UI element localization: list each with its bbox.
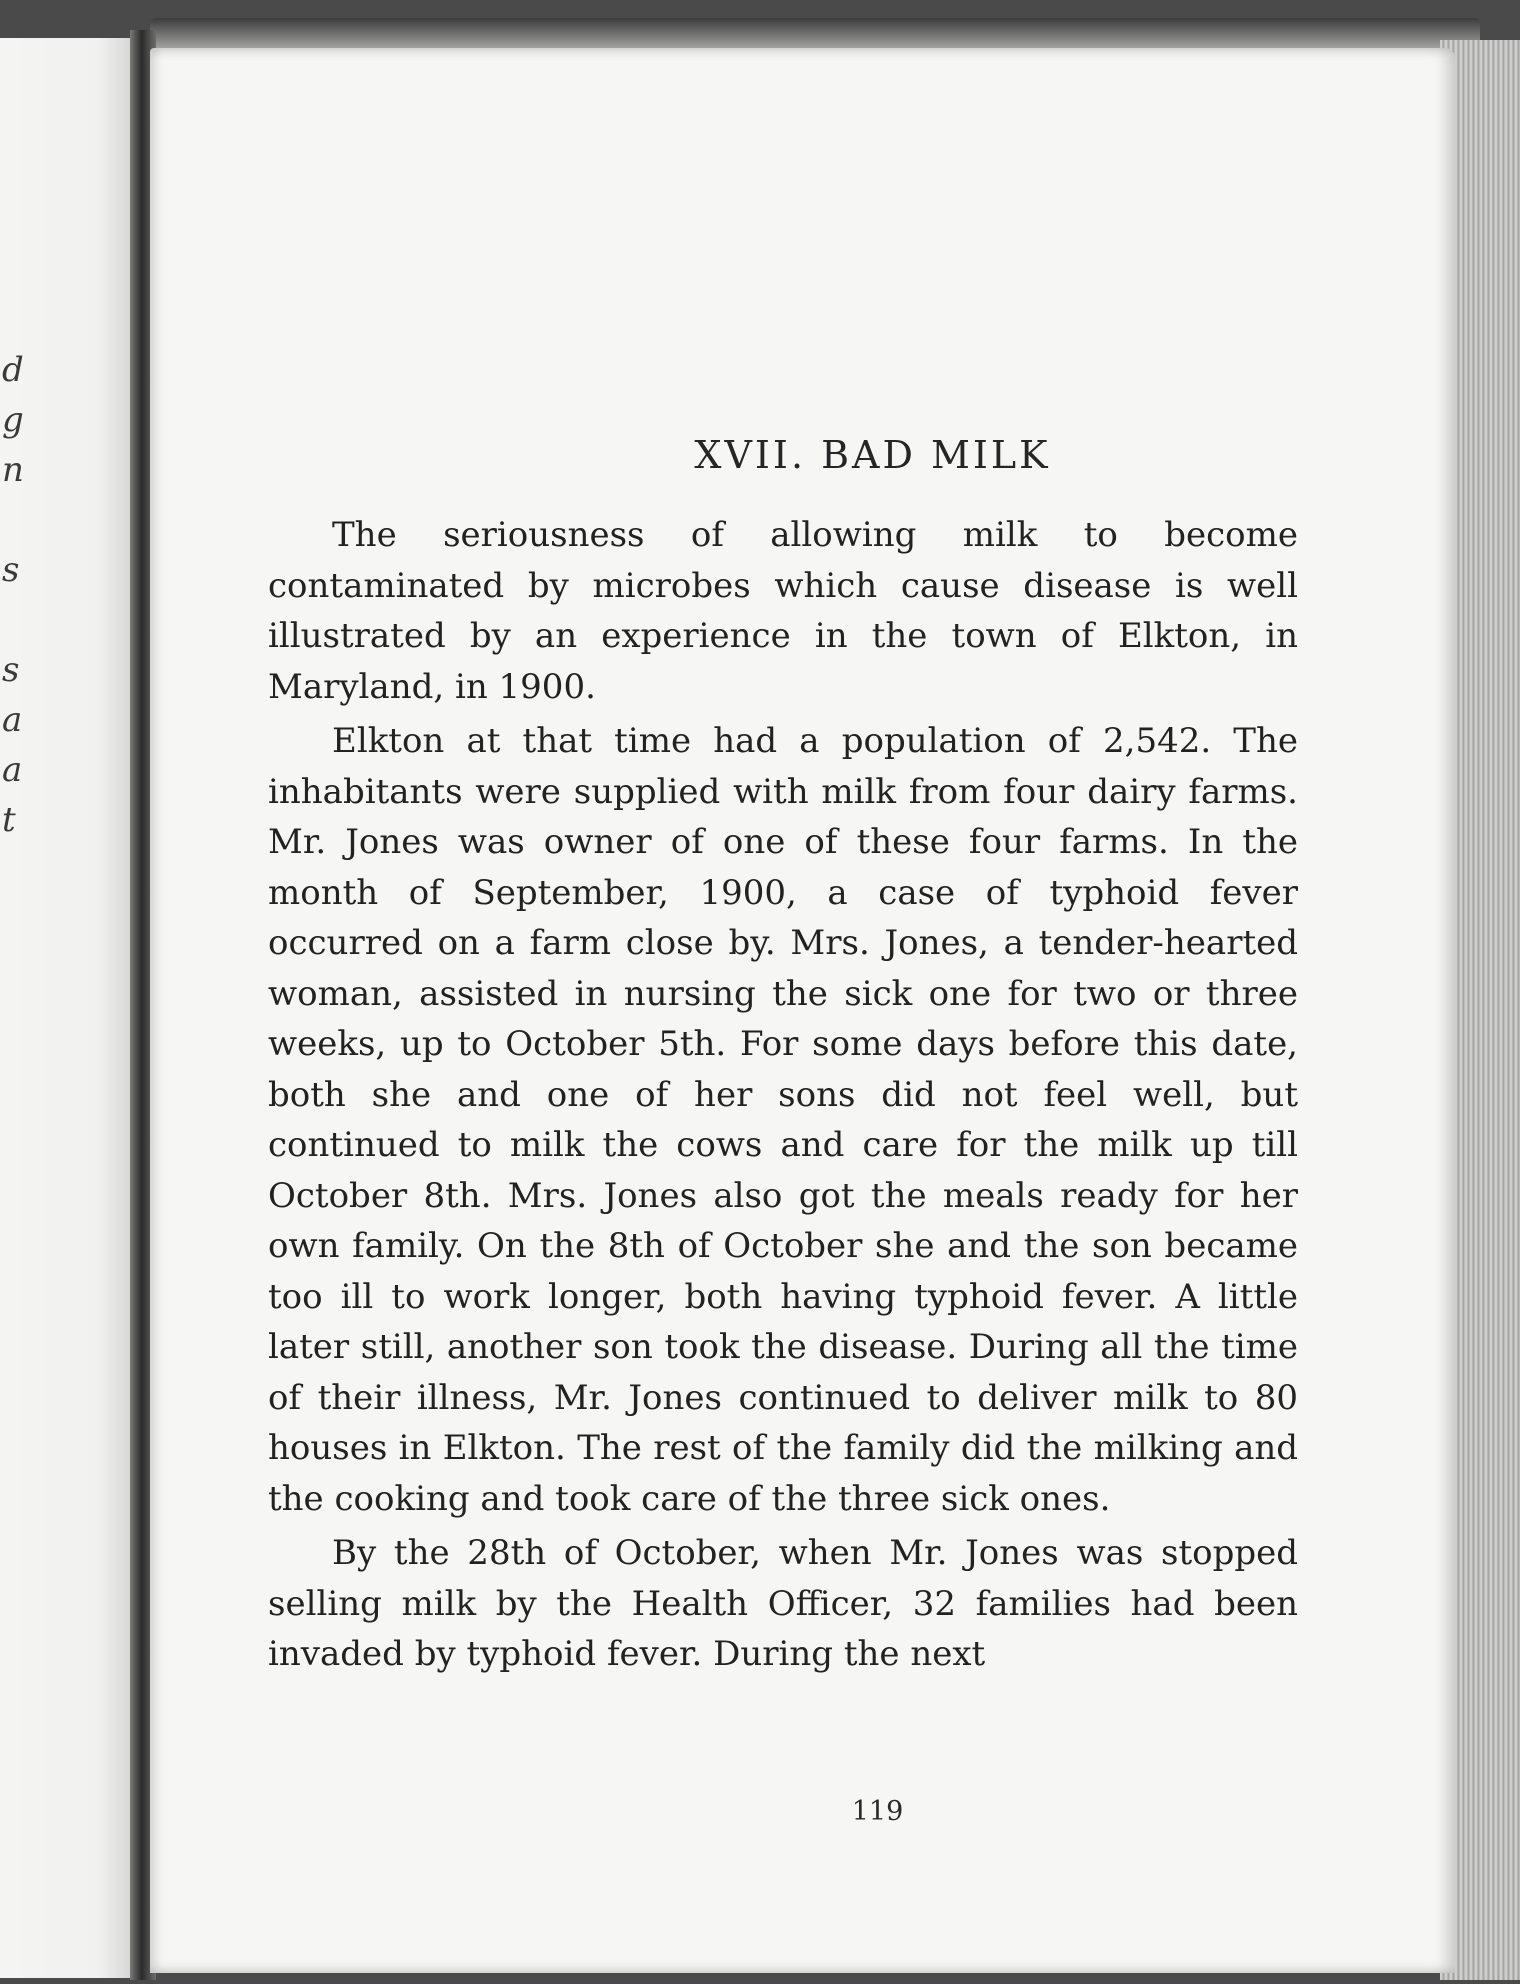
page-number: 119 — [851, 1796, 904, 1827]
book-page — [150, 48, 1455, 1973]
edge-letter: s — [2, 650, 20, 690]
chapter-title: XVII. BAD MILK — [694, 433, 1051, 477]
edge-letter: a — [2, 750, 23, 790]
paragraph: The seriousness of allowing milk to become contaminated by microbes which cause disease is well illustrated by an experience in the town of Elkton, in Maryland, in 1900. — [268, 515, 1298, 707]
facing-page-left — [0, 38, 140, 1978]
edge-letter: t — [2, 800, 16, 840]
body-text — [268, 510, 1298, 1684]
edge-letter: g — [2, 400, 24, 440]
edge-letter: s — [2, 550, 20, 590]
paragraph: By the 28th of October, when Mr. Jones was stopped selling milk by the Health Officer, 32 families had been invaded by typhoid fever. During the next — [268, 1533, 1298, 1674]
edge-letter: n — [2, 450, 24, 490]
paragraph: Elkton at that time had a population of 2,542. The inhabitants were supplied with milk from four dairy farms. Mr. Jones was owner of one of these four farms. In the month of September, 1900, a case of typhoid fever occurred on a farm close by. Mrs. Jones, a tender-hearted woman, assisted in nursing the sick one for two or three weeks, up to October 5th. For some days before this date, both she and one of her sons did not feel well, but continued to milk the cows and care for the milk up till October 8th. Mrs. Jones also got the meals ready for her own family. On the 8th of October she and the son became too ill to work longer, both having typhoid fever. A little later still, another son took the disease. During all the time of their illness, Mr. Jones continued to deliver milk to 80 houses in Elkton. The rest of the family did the milking and the cooking and took care of the three sick ones. — [268, 721, 1298, 1519]
edge-letter: d — [2, 350, 24, 390]
edge-letter: a — [2, 700, 23, 740]
facing-page-letters — [0, 38, 40, 1978]
